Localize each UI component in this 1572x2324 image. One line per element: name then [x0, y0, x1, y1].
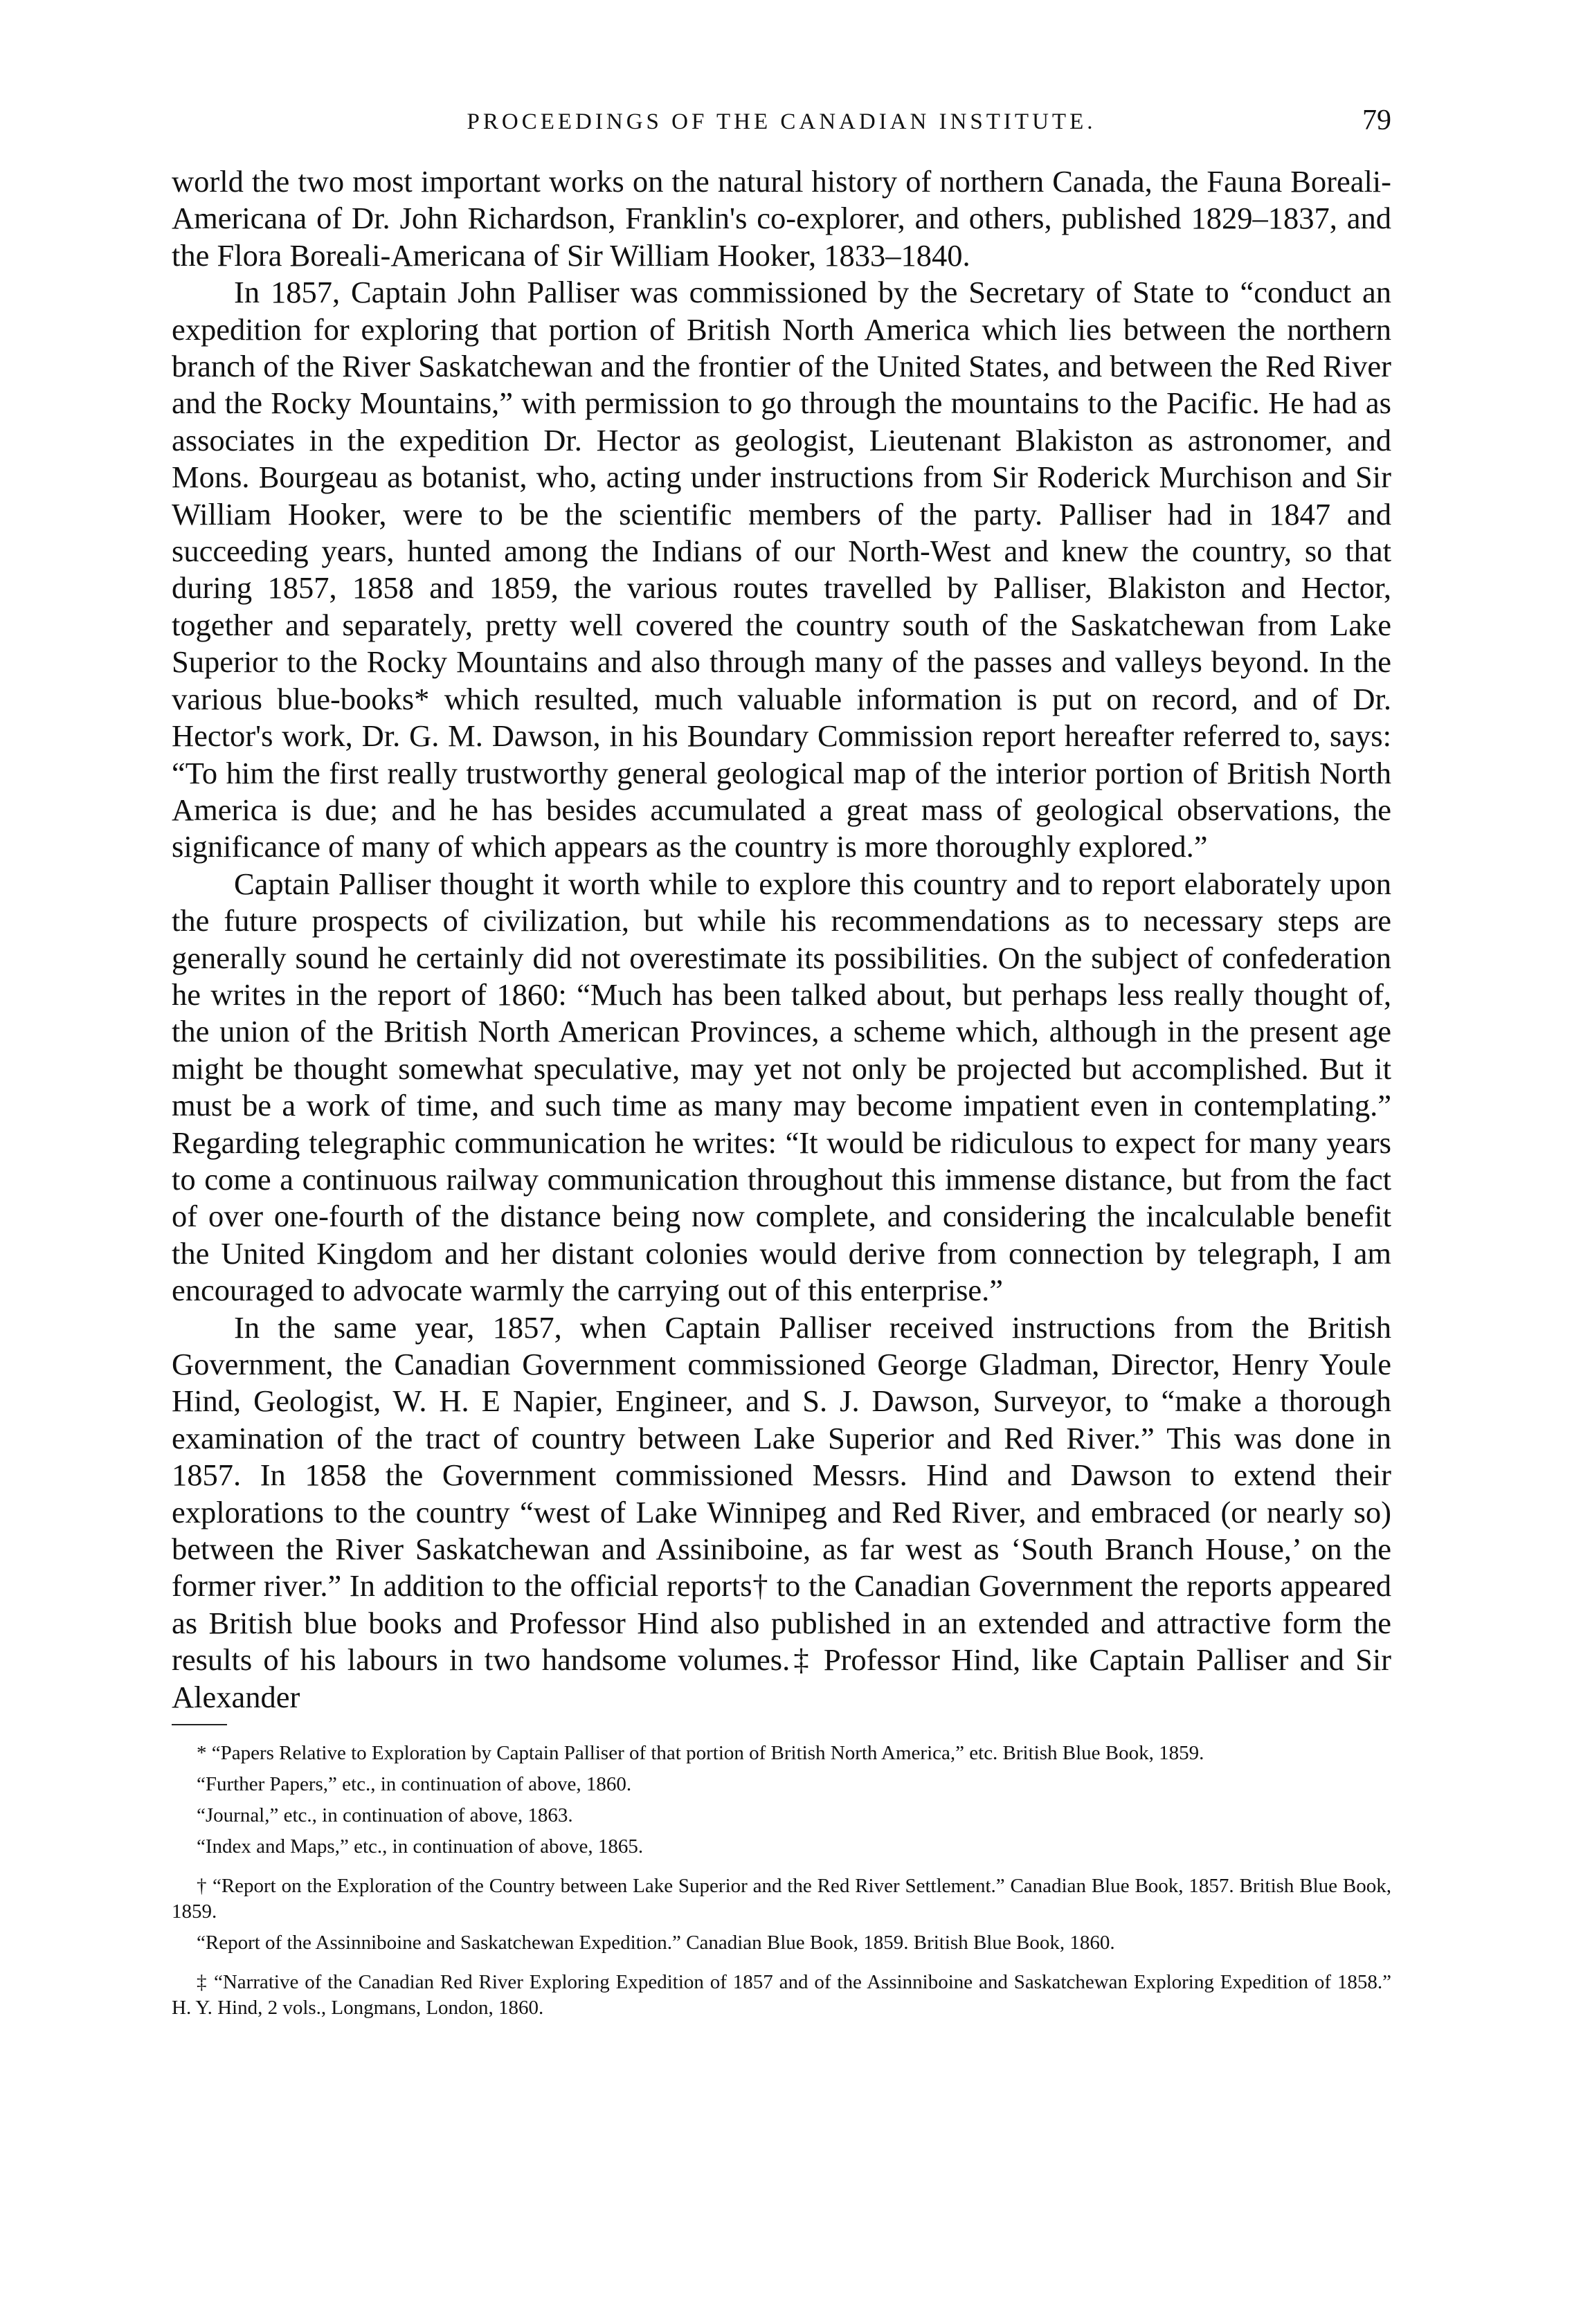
paragraph-continuation: world the two most important works on the natural history of northern Canada, the Fauna Boreali-Americana of Dr. John Richardson, Franklin's co-explorer, and others, published 1829–1837, and the Flora Boreali-Americana of Sir William Hooker, 1833–1840. — [172, 164, 1391, 273]
paragraph-hind-dawson: In the same year, 1857, when Captain Palliser received instructions from the British Government, the Canadian Government commissioned George Gladman, Director, Henry Youle Hind, Geologist, W. H. E Napier, Engineer, and S. J. Dawson, Surveyor, to “make a thorough examination of the tract of country between Lake Superior and Red River.” This was done in 1857. In 1858 the Government commissioned Messrs. Hind and Dawson to extend their explorations to the country “west of Lake Winnipeg and Red River, and embraced (or nearly so) between the River Saskatchewan and Assiniboine, as far west as ‘South Branch House,’ on the former river.” In addition to the official reports† to the Canadian Government the reports appeared as British blue books and Professor Hind also published in an extended and attractive form the results of his labours in two handsome volumes.‡ Professor Hind, like Captain Palliser and Sir Alexander — [172, 1309, 1391, 1714]
footnote-item: “Journal,” etc., in continuation of above, 1863. — [197, 1804, 573, 1827]
footnote-item: † “Report on the Exploration of the Country between Lake Superior and the Red River Settlement.” Canadian Blue Book, 1857. British Blue Book, 1859. — [172, 1875, 1391, 1923]
paragraph-palliser-report: Captain Palliser thought it worth while to explore this country and to report elaborately upon the future prospects of civilization, but while his recommendations as to necessary steps are generally sound he certainly did not overestimate its possibilities. On the subject of confederation he writes in the report of 1860: “Much has been talked about, but perhaps less really thought of, the union of the British North American Provinces, a scheme which, although in the present age might be thought somewhat speculative, may yet not only be projected but accomplished. But it must be a work of time, and such time as many may become impatient even in contemplating.” Regarding telegraphic communication he writes: “It would be ridiculous to expect for many years to come a continuous railway communication throughout this immense distance, but from the fact of over one-fourth of the distance being now complete, and considering the incalculable benefit the United Kingdom and her distant colonies would derive from connection by telegraph, I am encouraged to advocate warmly the carrying out of this enterprise.” — [172, 866, 1391, 1308]
footnote-item: * “Papers Relative to Exploration by Captain Palliser of that portion of British North America,” etc. British Blue Book, 1859. — [197, 1742, 1204, 1765]
footnote-item: “Further Papers,” etc., in continuation of above, 1860. — [197, 1773, 632, 1796]
body-text — [172, 163, 1391, 1716]
paragraph-palliser-expedition: In 1857, Captain John Palliser was commissioned by the Secretary of State to “conduct an expedition for exploring that portion of British North America which lies between the northern branch of the River Saskatchewan and the frontier of the United States, and between the Red River and the Rocky Mountains,” with permission to go through the mountains to the Pacific. He had as associates in the expedition Dr. Hector as geologist, Lieutenant Blakiston as astronomer, and Mons. Bourgeau as botanist, who, acting under instructions from Sir Roderick Murchison and Sir William Hooker, were to be the scientific members of the party. Palliser had in 1847 and succeeding years, hunted among the Indians of our North-West and knew the country, so that during 1857, 1858 and 1859, the various routes travelled by Palliser, Blakiston and Hector, together and separately, pretty well covered the country south of the Saskatchewan from Lake Superior to the Rocky Mountains and also through many of the passes and valleys beyond. In the various blue-books* which resulted, much valuable information is put on record, and of Dr. Hector's work, Dr. G. M. Dawson, in his Boundary Commission report hereafter referred to, says: “To him the first really trustworthy general geological map of the interior portion of British North America is due; and he has besides accumulated a great mass of geological observations, the significance of many of which appears as the country is more thoroughly explored.” — [172, 275, 1391, 864]
footnote-divider — [172, 1724, 227, 1725]
footnotes — [172, 1741, 1391, 2021]
page-number: 79 — [1362, 105, 1391, 136]
running-header — [172, 104, 1391, 149]
footnote-item: “Report of the Assinniboine and Saskatchewan Expedition.” Canadian Blue Book, 1859. British Blue Book, 1860. — [197, 1932, 1115, 1954]
footnote-item: ‡ “Narrative of the Canadian Red River Exploring Expedition of 1857 and of the Assinniboine and Saskatchewan Exploring Expedition of 1858.” H. Y. Hind, 2 vols., Longmans, London, 1860. — [172, 1971, 1391, 2019]
book-page — [172, 104, 1391, 2035]
footnote-item: “Index and Maps,” etc., in continuation of above, 1865. — [197, 1835, 644, 1858]
header-title: PROCEEDINGS OF THE CANADIAN INSTITUTE. — [467, 109, 1096, 134]
